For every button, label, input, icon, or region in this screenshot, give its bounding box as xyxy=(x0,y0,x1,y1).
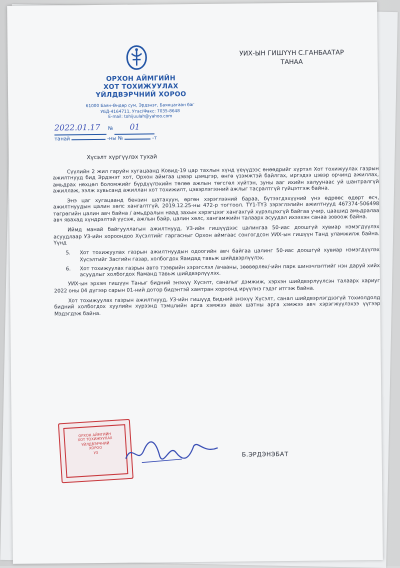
org-name-line3: ҮЙЛДВЭРЧНИЙ ХОРОО xyxy=(95,90,187,100)
contact-phone: УБД-4164711, Утас/Факс: 7035-8648 xyxy=(100,107,180,114)
organization-name xyxy=(66,74,216,100)
request-item-5 xyxy=(54,247,380,263)
contact-address: 61000 Баян-Өндөр сум, Эрдэнэт, Баянцагаан баг xyxy=(85,101,195,109)
recipient-name: УИХ-ЫН ГИШҮҮН С.ГАНБААТАР xyxy=(239,48,344,58)
reply-reference-line xyxy=(54,134,204,145)
stamp-line5: УЗ xyxy=(93,450,99,455)
stamp-line1: ОРХОН АЙМГИЙН xyxy=(78,432,112,439)
body-paragraph-5: Хот тохижуулах газрын ажилтнууд, УЗ-ийн гишүүд бидний энэхүү Хүсэлт, санал шийдвэрлэгдээгүй тохиолдолд бидний холбогдох хуулийн хүрээнд тэмцлийн арга хэмжээ авах шатны арга хэмжээ авч хэрэгжүүлэхээ үүгээр Мэдэгдэж байна. xyxy=(54,295,381,318)
item-6-text: Хот тохижуулах газрын авто тээврийн хэрэгслэл /ачааны, зөөвөрлөх/-ийн парк шинэчлэлтийг нэн даруй хийх асуудлыг холбогдох Яаманд тавьж шийдвэрлүүлэх. xyxy=(79,262,380,279)
item-5-number: 5. xyxy=(65,250,71,257)
organization-logo-icon xyxy=(126,44,148,70)
contact-email: Е-mail: tohijuulah@yahoo.com xyxy=(108,113,173,119)
reply-suffix: -т xyxy=(152,135,157,142)
handwritten-date: 2022.01.17 xyxy=(54,122,101,133)
body-paragraph-2: Энэ цаг хугацаанд бензин шатахуун, өргөн хэрэглээний бараа, бүтээгдэхүүний үнэ өдрөөс өдөрт өсч, ажилтнуудын цалин хөлс хангалтгүй, 2019.12.25-ны 472-р тогтоол. ТҮ1-ТҮ3 зэрэглэлийн ажилтнууд 467374-506498 төгрөгийн цалин авч байна / амьдралын наад захын хэрэгцээг хангахгүй хүрэлцэхгүй байгаа учир, цаашид амьдралаа авч явахад хүндрэлтэй үүсэж, ажлын байр, цалин хөлс, хангамжийн талаарх асуудал ихээхэн санаа зовоож байна. xyxy=(53,195,380,224)
recipient-block xyxy=(222,48,362,67)
request-item-6 xyxy=(54,263,380,279)
body-paragraph-4: УИХ-ын эрхэм гишүүн Таныг бидний энэхүү Хүсэлт, саналыг дэмжиж, хэрхэн шийдвэрлүүлсэн талаарх хариуг 2022 оны 04 дүгээр сарын 01-ний дотор бидэнтэй хамтран хороонд ирүүлнэ гэдэг итгэж байна. xyxy=(54,278,381,295)
stamp-line3: ҮЙЛДВЭРЧНИЙ xyxy=(81,440,110,447)
body-paragraph-3: Иймд манай байгууллагын ажилтнууд, УЗ-ийн гишүүдээс цалингаа 50-иас доошгүй хувиар нэмэгдүүлэх асуудлаар УЗ-ийн хороондоо Хүсэлтийг гаргасныг Орхон аймгаас сонгогдсон УИХ-ын гишүүн Танд уламжилж байна. Үүнд xyxy=(53,224,380,247)
handwritten-number: 01 xyxy=(129,122,140,132)
org-name-line2: ХОТ ТОХИЖУУЛАХ xyxy=(103,82,179,91)
number-sign: № xyxy=(107,125,114,132)
signer-name: Б.ЭРДЭНЭБАТ xyxy=(241,451,289,459)
letter-page xyxy=(7,2,383,564)
body-paragraph-1: Сүүлийн 2 жил гаруйн хугацаанд Ковид-19 цар тахлын хүнд үеүүдээс өнөөдрийг хүртэл Хот тохижуулах газрын ажилтнууд бид Эрдэнэт хот, Орхон аймгаа цэвэр цэмцгэр, өнгө үзэмжтэй байлгах, иргэдээ цэвэр орчинд ажиллах, амьдрах нөхцөл боломжийг бүрдүүлэхийн төлөө ажлын төгсгөл хүйтэн, зуны ааг ихийн халуунаас уй шантралгүй ажиллаж, ээлж хувьсанд ажиллан хот тохижилт, цэвэрлэгээний ажлыг тасралтгүй гүйцэтгэж байна. xyxy=(52,166,379,195)
letter-subject: Хүсэлт хүргүүлэх тухай xyxy=(86,154,158,162)
stamp-line4: ХОРОО xyxy=(88,445,103,451)
org-name-line1: ОРХОН АЙМГИЙН xyxy=(106,74,176,83)
letter-body xyxy=(53,166,381,321)
handwritten-signature xyxy=(122,432,222,473)
item-5-text: Хот тохижуулах газрын ажилтнуудын одоогийн авч байгаа цалинг 50-иас доошгүй хувиар нэмэгдүүлэх Хүсэлтийг Засгийн газар, холбогдох Яамдад тавьж шийдвэрлүүлэх. xyxy=(79,247,380,263)
contact-info xyxy=(70,102,210,120)
reference-block xyxy=(54,122,204,145)
item-6-number: 6. xyxy=(65,266,71,273)
reply-mid: -ны № xyxy=(107,135,124,142)
recipient-salutation: ТАНАА xyxy=(280,57,303,67)
stamp-line2: ХОТ ТОХИЖУУЛАХ xyxy=(77,436,113,443)
reply-prefix: танай xyxy=(54,136,71,143)
